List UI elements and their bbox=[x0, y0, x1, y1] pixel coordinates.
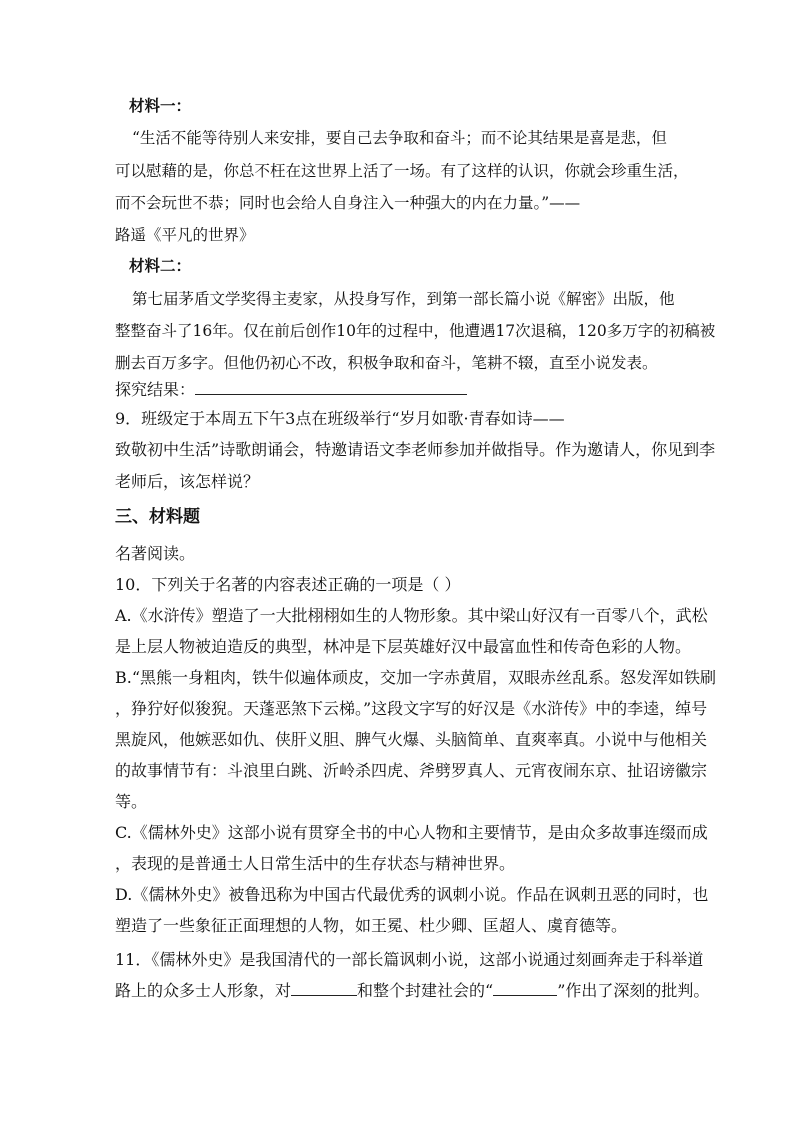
q10-option-b-line-5: 等。 bbox=[115, 792, 148, 811]
q11-line-1: 11．《儒林外史》是我国清代的一部长篇讽刺小说，这部小说通过刻画奔走于科举道 bbox=[115, 950, 704, 969]
q9-line-1: 9．班级定于本周五下午3点在班级举行“岁月如歌·青春如诗—— bbox=[115, 409, 565, 428]
q10-option-d-line-2: 塑造了一些象征正面理想的人物，如王冕、杜少卿、匡超人、虞育德等。 bbox=[115, 916, 628, 935]
q10-option-b-line-3: 黑旋风，他嫉恶如仇、侠肝义胆、脾气火爆、头脑简单、直爽率真。小说中与他相关 bbox=[115, 730, 708, 749]
q11-line-2 bbox=[115, 981, 710, 1001]
material1-line-3: 而不会玩世不恭；同时也会给人自身注入一种强大的内在力量。”—— bbox=[115, 194, 581, 212]
q10-option-c-line-2: ，表现的是普通士人日常生活中的生存状态与精神世界。 bbox=[115, 854, 516, 873]
result-answer-blank[interactable] bbox=[195, 393, 467, 395]
reading-intro: 名著阅读。 bbox=[115, 544, 196, 563]
material1-line-2: 可以慰藉的是，你总不枉在这世界上活了一场。有了这样的认识，你就会珍重生活， bbox=[115, 162, 689, 180]
result-label: 探究结果： bbox=[115, 380, 196, 399]
q11-line-2-part-a: 路上的众多士人形象，对 bbox=[115, 981, 292, 1000]
result-line bbox=[115, 380, 695, 400]
q9-line-2: 致敬初中生活”诗歌朗诵会，特邀请语文李老师参加并做指导。作为邀请人，你见到李 bbox=[115, 440, 716, 459]
q11-line-2-part-c: ”作出了深刻的批判。 bbox=[557, 981, 710, 1000]
q10-option-b-line-2: ，狰狞好似狻猊。天蓬恶煞下云梯。”这段文字写的好汉是《水浒传》中的李逵，绰号 bbox=[115, 699, 708, 718]
section-title: 三、材料题 bbox=[115, 507, 200, 527]
q11-blank-2[interactable] bbox=[493, 994, 557, 996]
q10-stem: 10．下列关于名著的内容表述正确的一项是（ ） bbox=[115, 575, 461, 594]
q11-blank-1[interactable] bbox=[291, 994, 357, 996]
material2-label: 材料二： bbox=[129, 256, 192, 275]
q10-option-a-line-1: A.《水浒传》塑造了一大批栩栩如生的人物形象。其中梁山好汉有一百零八个，武松 bbox=[115, 606, 708, 625]
q10-option-b-line-4: 的故事情节有：斗浪里白跳、沂岭杀四虎、斧劈罗真人、元宵夜闹东京、扯诏谤徽宗 bbox=[115, 761, 708, 780]
q10-option-b-line-1: B.“黑熊一身粗肉，铁牛似遍体顽皮，交加一字赤黄眉，双眼赤丝乱系。怒发浑如铁刷 bbox=[115, 668, 717, 687]
material1-label: 材料一： bbox=[129, 96, 192, 115]
q9-line-3: 老师后，该怎样说？ bbox=[115, 472, 260, 491]
material2-line-2: 整整奋斗了16年。仅在前后创作10年的过程中，他遭遇17次退稿，120多万字的初稿被 bbox=[115, 322, 716, 340]
material1-source: 路遥《平凡的世界》 bbox=[115, 226, 255, 244]
material2-line-1: 第七届茅盾文学奖得主麦家，从投身写作，到第一部长篇小说《解密》出版，他 bbox=[132, 290, 675, 308]
q10-option-c-line-1: C.《儒林外史》这部小说有贯穿全书的中心人物和主要情节，是由众多故事连缀而成 bbox=[115, 823, 708, 842]
q11-line-2-part-b: 和整个封建社会的“ bbox=[357, 981, 494, 1000]
q10-option-a-line-2: 是上层人物被迫造反的典型，林冲是下层英雄好汉中最富血性和传奇色彩的人物。 bbox=[115, 637, 692, 656]
q10-option-d-line-1: D.《儒林外史》被鲁迅称为中国古代最优秀的讽刺小说。作品在讽刺丑恶的同时，也 bbox=[115, 885, 709, 904]
material2-line-3: 删去百万多字。但他仍初心不改，积极争取和奋斗，笔耕不辍，直至小说发表。 bbox=[115, 354, 658, 372]
material1-line-1: “生活不能等待别人来安排，要自己去争取和奋斗；而不论其结果是喜是悲，但 bbox=[132, 129, 667, 147]
